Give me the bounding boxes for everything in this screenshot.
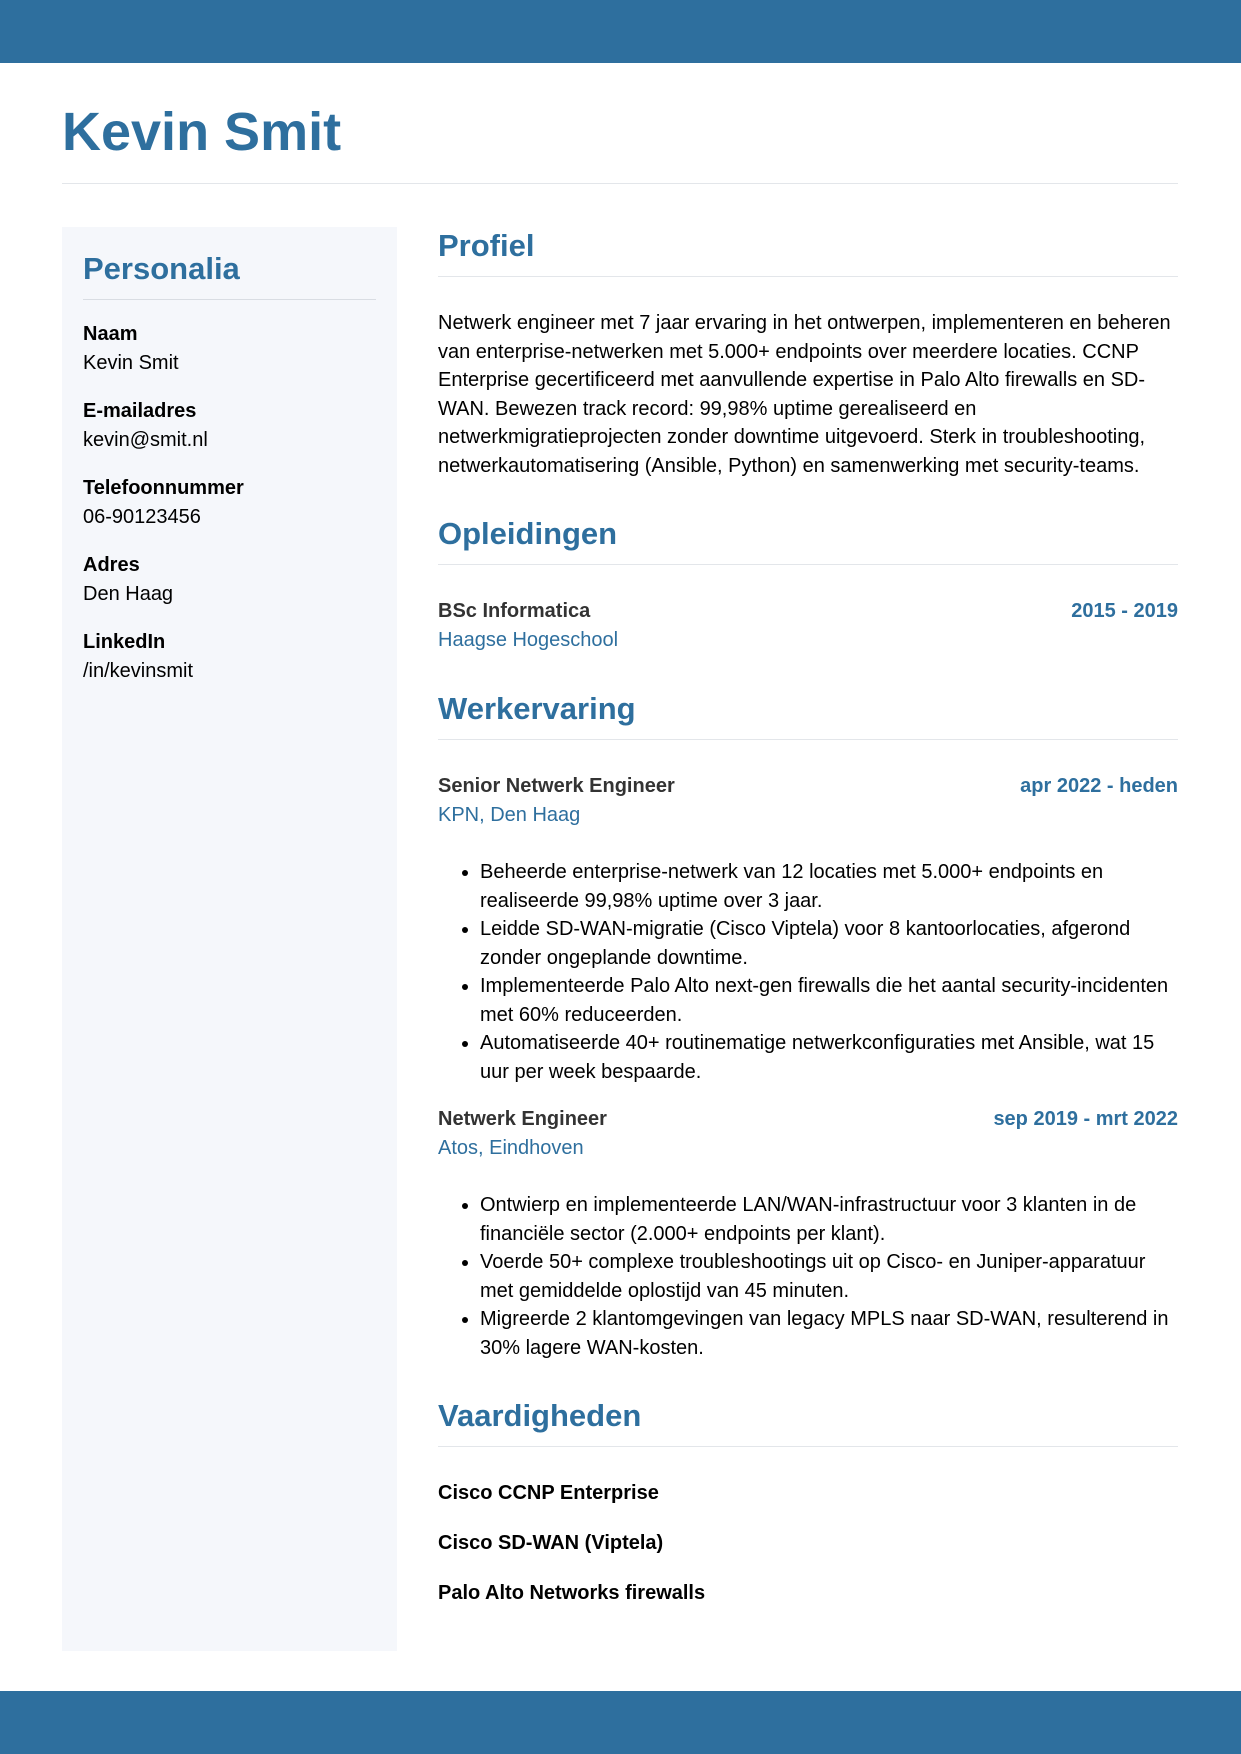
personal-label: Adres (83, 554, 140, 577)
job-title: Netwerk Engineer (438, 1108, 607, 1130)
personal-value: kevin@smit.nl (83, 429, 208, 452)
top-accent-bar (0, 0, 1241, 63)
company-name: KPN, Den Haag (438, 804, 581, 826)
personal-value: Kevin Smit (83, 352, 179, 375)
job-dates: sep 2019 - mrt 2022 (993, 1108, 1178, 1130)
skill-item: Palo Alto Networks firewalls (438, 1582, 706, 1604)
section-divider (438, 276, 1178, 277)
profile-text: Netwerk engineer met 7 jaar ervaring in het ontwerpen, implementeren en beheren van enterprise-netwerken met 5.000+ endpoints over meerdere locaties. CCNP Enterprise gecertificeerd met aanvullende expertise in Palo Alto firewalls en SD-WAN. Bewezen track record: 99,98% uptime gerealiseerd en netwerkmigratieprojecten zonder downtime uitgevoerd. Sterk in troubleshooting, netwerkautomatisering (Ansible, Python) en samenwerking met security-teams. (438, 312, 1171, 477)
main-content (438, 224, 1178, 1629)
entry-head (438, 772, 1178, 801)
skill-item: Cisco SD-WAN (Viptela) (438, 1532, 664, 1554)
personalia-heading: Personalia (83, 251, 240, 286)
personal-label: E-mailadres (83, 400, 197, 423)
section-title-experience: Werkervaring (438, 691, 636, 726)
job-bullet: • Implementeerde Palo Alto next-gen firewalls die het aantal security-incidenten met 60% reduceerden. (480, 972, 1178, 1029)
skill-item: Cisco CCNP Enterprise (438, 1482, 659, 1504)
job-entry (438, 772, 1178, 1086)
personal-value: 06-90123456 (83, 506, 201, 529)
section-title-education: Opleidingen (438, 516, 618, 551)
header-divider (62, 183, 1178, 184)
personalia-sidebar (62, 227, 397, 1651)
school-name: Haagse Hogeschool (438, 629, 619, 651)
section-title-profile: Profiel (438, 228, 535, 263)
section-divider (438, 564, 1178, 565)
job-bullet: • Beheerde enterprise-netwerk van 12 locaties met 5.000+ endpoints en realiseerde 99,98% uptime over 3 jaar. (480, 858, 1178, 915)
personal-value: Den Haag (83, 583, 174, 606)
education-section (438, 512, 1178, 655)
job-bullet: • Voerde 50+ complexe troubleshootings uit op Cisco- en Juniper-apparatuur met gemiddelde oplostijd van 45 minuten. (480, 1248, 1178, 1305)
education-dates: 2015 - 2019 (1071, 600, 1178, 622)
job-bullet: • Ontwierp en implementeerde LAN/WAN-infrastructuur voor 3 klanten in de financiële sector (2.000+ endpoints per klant). (480, 1191, 1178, 1248)
section-divider (438, 739, 1178, 740)
job-bullet: • Automatiseerde 40+ routinematige netwerkconfiguraties met Ansible, wat 15 uur per week bespaarde. (480, 1029, 1178, 1086)
section-title-skills: Vaardigheden (438, 1398, 642, 1433)
entry-head (438, 597, 1178, 626)
personal-item-linkedin (83, 628, 376, 686)
personal-label: Naam (83, 323, 138, 346)
profile-section (438, 224, 1178, 480)
personal-item-phone (83, 474, 376, 532)
personal-item-name (83, 320, 376, 378)
personal-item-address (83, 551, 376, 609)
skills-section (438, 1394, 1178, 1608)
experience-section (438, 687, 1178, 1362)
section-divider (438, 1446, 1178, 1447)
personal-value: /in/kevinsmit (83, 660, 194, 683)
personal-item-email (83, 397, 376, 455)
entry-head (438, 1105, 1178, 1134)
job-entry (438, 1105, 1178, 1362)
degree-title: BSc Informatica (438, 600, 591, 622)
job-bullets (438, 1191, 1178, 1362)
company-name: Atos, Eindhoven (438, 1137, 584, 1159)
personal-label: Telefoonnummer (83, 477, 244, 500)
job-dates: apr 2022 - heden (1020, 775, 1178, 797)
sidebar-divider (83, 299, 376, 300)
job-bullet: • Leidde SD-WAN-migratie (Cisco Viptela) voor 8 kantoorlocaties, afgerond zonder ongeplande downtime. (480, 915, 1178, 972)
job-bullets (438, 858, 1178, 1086)
education-entry (438, 597, 1178, 655)
job-title: Senior Netwerk Engineer (438, 775, 675, 797)
job-bullet: • Migreerde 2 klantomgevingen van legacy MPLS naar SD-WAN, resulterend in 30% lagere WAN-kosten. (480, 1305, 1178, 1362)
candidate-name: Kevin Smit (62, 102, 342, 162)
bottom-accent-bar (0, 1691, 1241, 1754)
personal-label: LinkedIn (83, 631, 166, 654)
